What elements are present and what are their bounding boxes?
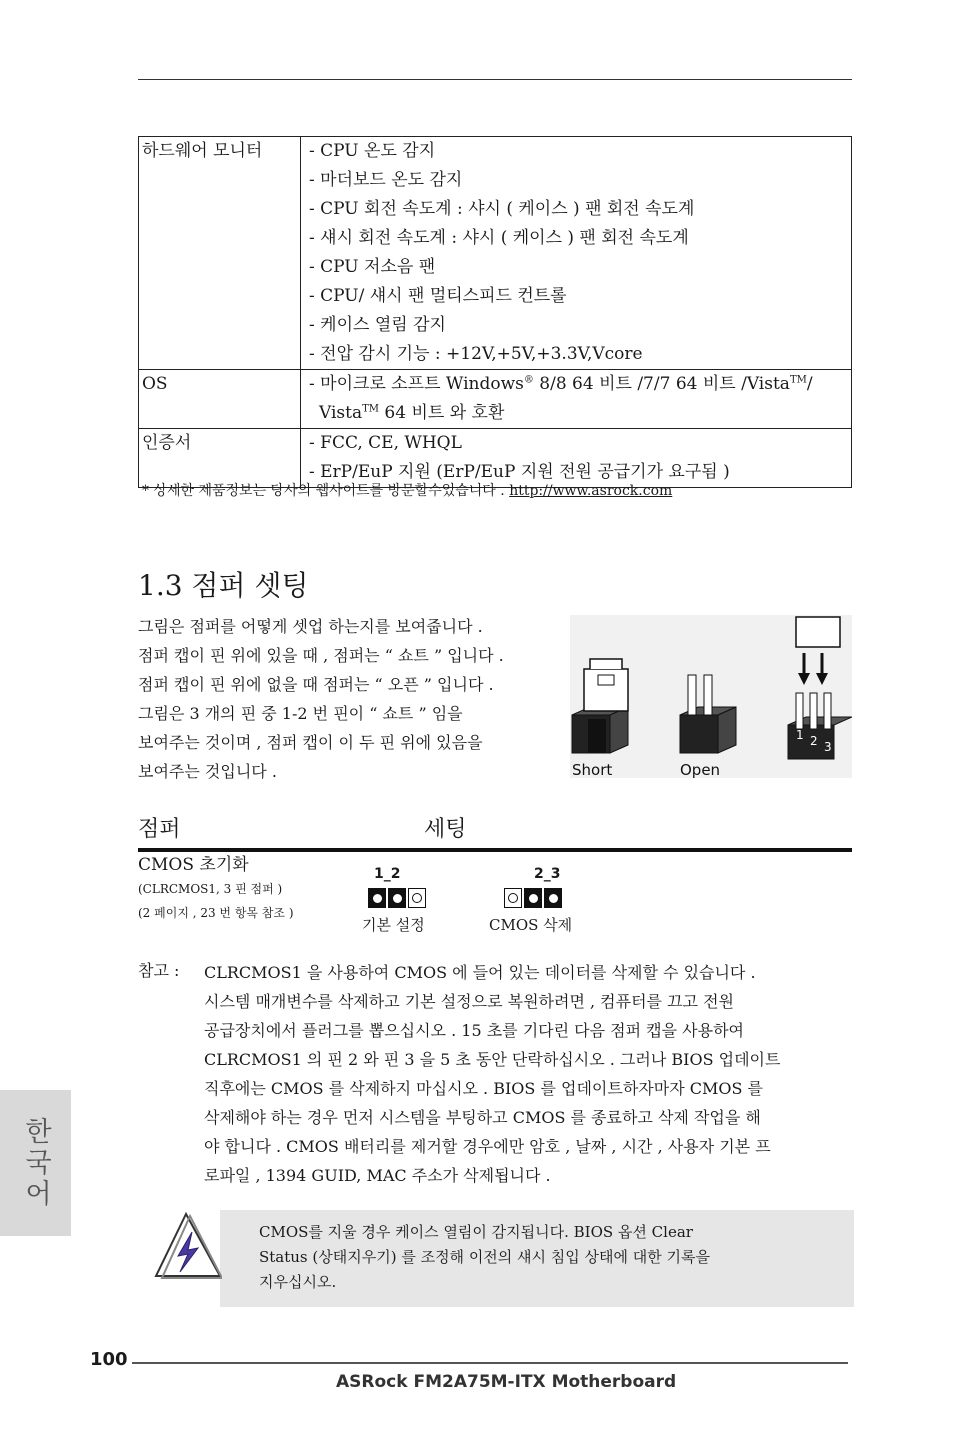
spec-line: - CPU 온도 감지 <box>309 141 436 161</box>
spec-row-os <box>139 370 852 429</box>
note-body: CLRCMOS1 을 사용하여 CMOS 에 들어 있는 데이터를 삭제할 수 있습니다 . 시스템 매개변수를 삭제하고 기본 설정으로 복원하려면 , 컴퓨터를 끄고 전원 공급장치에서 플러그를 뽑으십시오 . 15 초를 기다린 다음 점퍼 캡을 사용하여 CLRCMOS1 의 핀 2 와 핀 3 을 5 초 동안 단락하십시오 . 그러나 BIOS 업데이트 직후에는 CMOS 를 삭제하지 마십시오 . BIOS 를 업데이트하자마자 CMOS 를 삭제해야 하는 경우 먼저 시스템을 부팅하고 CMOS 를 종료하고 삭제 작업을 해 야 합니다 . CMOS 배터리를 제거할 경우에만 암호 , 날짜 , 시간 , 사용자 기본 프 로파일 , 1394 GUID, MAC 주소가 삭제됩니다 . <box>204 963 781 1185</box>
spec-line: - CPU 회전 속도계 : 샤시 ( 케이스 ) 팬 회전 속도계 <box>309 199 695 219</box>
setting-clear <box>534 866 560 882</box>
pin-number: 2 <box>810 734 818 748</box>
jumper-diagram <box>570 615 852 778</box>
bottom-rule <box>132 1362 848 1364</box>
pin-row-clear <box>504 888 562 908</box>
setting-default <box>374 866 400 882</box>
jumper-table-header <box>138 812 852 852</box>
setting-default-caption: 기본 설정 <box>362 916 425 934</box>
spec-value <box>301 370 852 429</box>
spec-label: OS <box>139 370 301 429</box>
page-number: 100 <box>90 1349 128 1370</box>
spec-table <box>138 136 852 488</box>
note-label: 참고 : <box>138 961 180 980</box>
setting-pins-label: 1_2 <box>374 866 401 882</box>
pin-shorted <box>388 888 406 908</box>
setting-clear-caption: CMOS 삭제 <box>489 916 573 934</box>
spec-row-hw-monitor <box>139 137 852 370</box>
warning-icon <box>152 1210 222 1284</box>
short-label: Short <box>572 761 613 778</box>
jumper-illustration <box>570 615 852 778</box>
setting-pins-label: 2_3 <box>534 866 561 882</box>
pin-number: 3 <box>824 740 832 754</box>
spec-line: - 전압 감시 기능 : +12V,+5V,+3.3V,Vcore <box>309 344 643 364</box>
spec-line: Vista™ 64 비트 와 호환 <box>319 403 505 423</box>
spec-line: - ErP/EuP 지원 (ErP/EuP 지원 전원 공급기가 요구됨 ) <box>309 462 730 482</box>
jumper-intro-paragraph: 그림은 점퍼를 어떻게 셋업 하는지를 보여줍니다 . 점퍼 캡이 핀 위에 있을 때 , 점퍼는 “ 쇼트 ” 입니다 . 점퍼 캡이 핀 위에 없을 때 점퍼는 “ 오픈 ” 입니다 . 그림은 3 개의 핀 중 1-2 번 핀이 “ 쇼트 ” 임을 보여주는 것이며 , 점퍼 캡이 이 두 핀 위에 있음을 보여주는 것입니다 . <box>138 617 504 781</box>
language-label: 한국어 <box>20 1116 51 1210</box>
warning-text: CMOS를 지울 경우 케이스 열림이 감지됩니다. BIOS 옵션 Clear Status (상태지우기) 를 조정해 이전의 섀시 침입 상태에 대한 기록을 지우십시오. <box>259 1223 711 1291</box>
spec-line: - 섀시 회전 속도계 : 샤시 ( 케이스 ) 팬 회전 속도계 <box>309 228 689 248</box>
spec-value <box>301 429 852 488</box>
open-label: Open <box>680 761 721 778</box>
spec-line: - 케이스 열림 감지 <box>309 315 446 335</box>
spec-line: - 마더보드 온도 감지 <box>309 170 463 190</box>
spec-label: 인증서 <box>139 429 301 488</box>
spec-line: - 마이크로 소프트 Windows® 8/8 64 비트 /7/7 64 비트 /Vista™/ <box>309 374 813 394</box>
top-rule <box>138 79 852 80</box>
asrock-link[interactable]: http://www.asrock.com <box>509 483 673 499</box>
pin-shorted <box>544 888 562 908</box>
spec-row-cert <box>139 429 852 488</box>
footer-title: ASRock FM2A75M-ITX Motherboard <box>336 1372 677 1392</box>
short-jumper-graphic <box>572 659 628 753</box>
pin-open <box>504 888 522 908</box>
pin-shorted <box>368 888 386 908</box>
cmos-clear-title: CMOS 초기화 <box>138 855 249 875</box>
pin-open <box>408 888 426 908</box>
open-jumper-graphic <box>680 675 736 753</box>
setting-col-header: 세팅 <box>424 817 467 842</box>
spec-label: 하드웨어 모니터 <box>139 137 301 370</box>
jumper-col-header: 점퍼 <box>138 817 181 842</box>
spec-line: - CPU 저소음 팬 <box>309 257 436 277</box>
pin-row-default <box>368 888 426 908</box>
section-title: 1.3 점퍼 셋팅 <box>138 569 309 602</box>
footnote: * 상세한 제품정보는 당사의 웹사이트를 방문할수있습니다 . http://www.asrock.com <box>142 483 673 499</box>
spec-line: - FCC, CE, WHQL <box>309 433 462 453</box>
pin-number: 1 <box>796 728 804 742</box>
cmos-clear-reference: (2 페이지 , 23 번 항목 참조 ) <box>138 906 294 920</box>
pin-shorted <box>524 888 542 908</box>
cmos-clear-subtitle: (CLRCMOS1, 3 핀 점퍼 ) <box>138 882 283 896</box>
language-side-tab <box>0 1090 71 1236</box>
spec-line: - CPU/ 섀시 팬 멀티스피드 컨트롤 <box>309 286 567 306</box>
spec-value <box>301 137 852 370</box>
